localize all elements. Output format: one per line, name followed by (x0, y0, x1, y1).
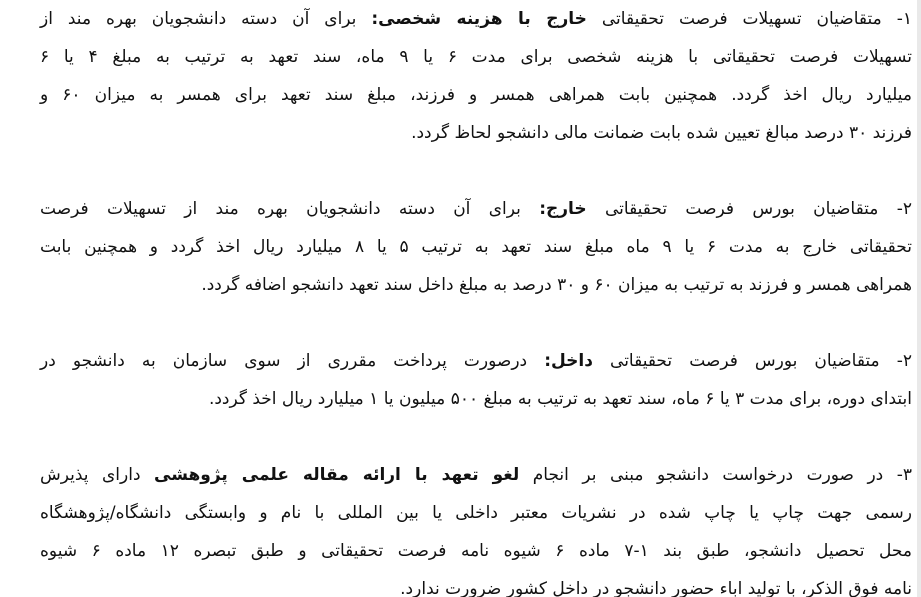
paragraph-line (40, 342, 912, 380)
paragraph-item-3 (40, 342, 912, 418)
bold-heading: داخل: (544, 351, 593, 371)
text-run: برای آن دسته دانشجویان بهره مند از تسهیلات فرصت (40, 199, 540, 219)
paragraph-line: تحقیقاتی خارج به مدت ۶ یا ۹ ماه مبلغ سند تعهد به ترتیب ۵ یا ۸ میلیارد ریال اخذ گردد و همچنین بابت (40, 237, 912, 257)
text-run: ۲- متقاضیان بورس فرصت تحقیقاتی (592, 351, 913, 371)
paragraph-item-4 (40, 456, 912, 597)
paragraph-line: تسهیلات فرصت تحقیقاتی با هزینه شخصی برای مدت ۶ یا ۹ ماه، سند تعهد به ترتیب به مبلغ ۴ یا ۶ (40, 47, 913, 67)
text-run: ۳- در صورت درخواست دانشجو مبنی بر انجام (519, 465, 912, 485)
paragraph-line: محل تحصیل دانشجو، طبق بند ۱-۷ ماده ۶ شیوه نامه فرصت تحقیقاتی و طبق تبصره ۱۲ ماده ۶ شیوه (40, 541, 912, 561)
text-run: برای آن دسته دانشجویان بهره مند از (40, 9, 372, 29)
paragraph-line (40, 190, 912, 228)
bold-heading: خارج: (539, 199, 587, 219)
paragraph-line (40, 0, 912, 38)
text-run: ۱- متقاضیان تسهیلات فرصت تحقیقاتی (586, 9, 912, 29)
bold-heading: خارج با هزینه شخصی: (371, 9, 587, 29)
text-run: درصورت پرداخت مقرری از سوی سازمان به دانشجو در (40, 351, 545, 371)
vertical-scrollbar[interactable] (917, 0, 921, 597)
paragraph-item-2 (40, 190, 912, 304)
paragraph-line: نامه فوق الذکر، با تولید اباء حضور دانشجو در داخل کشور ضرورت ندارد. (400, 579, 912, 597)
text-run: ۲- متقاضیان بورس فرصت تحقیقاتی (586, 199, 912, 219)
paragraph-line: میلیارد ریال اخذ گردد. همچنین بابت همراهی همسر و فرزند، مبلغ سند تعهد برای همسر به میزان ۶۰ و (40, 85, 912, 105)
paragraph-item-1 (40, 0, 912, 152)
bold-heading: لغو تعهد با ارائه مقاله علمی پژوهشی (154, 465, 520, 485)
paragraph-line: رسمی جهت چاپ یا چاپ شده در نشریات معتبر داخلی یا بین المللی با نام و وابستگی دانشگاه/پژوهشگاه (40, 503, 912, 523)
paragraph-line: فرزند ۳۰ درصد مبالغ تعیین شده بابت ضمانت مالی دانشجو لحاظ گردد. (411, 123, 912, 143)
paragraph-line: همراهی همسر و فرزند به ترتیب به میزان ۶۰ و ۳۰ درصد به مبلغ داخل سند تعهد دانشجو اضافه گردد. (201, 275, 912, 295)
text-run: دارای پذیرش (40, 465, 154, 485)
paragraph-line (40, 456, 912, 494)
paragraph-line: ابتدای دوره، برای مدت ۳ یا ۶ ماه، سند تعهد به ترتیب به مبلغ ۵۰۰ میلیون یا ۱ میلیارد ریال اخذ گردد. (208, 389, 912, 409)
